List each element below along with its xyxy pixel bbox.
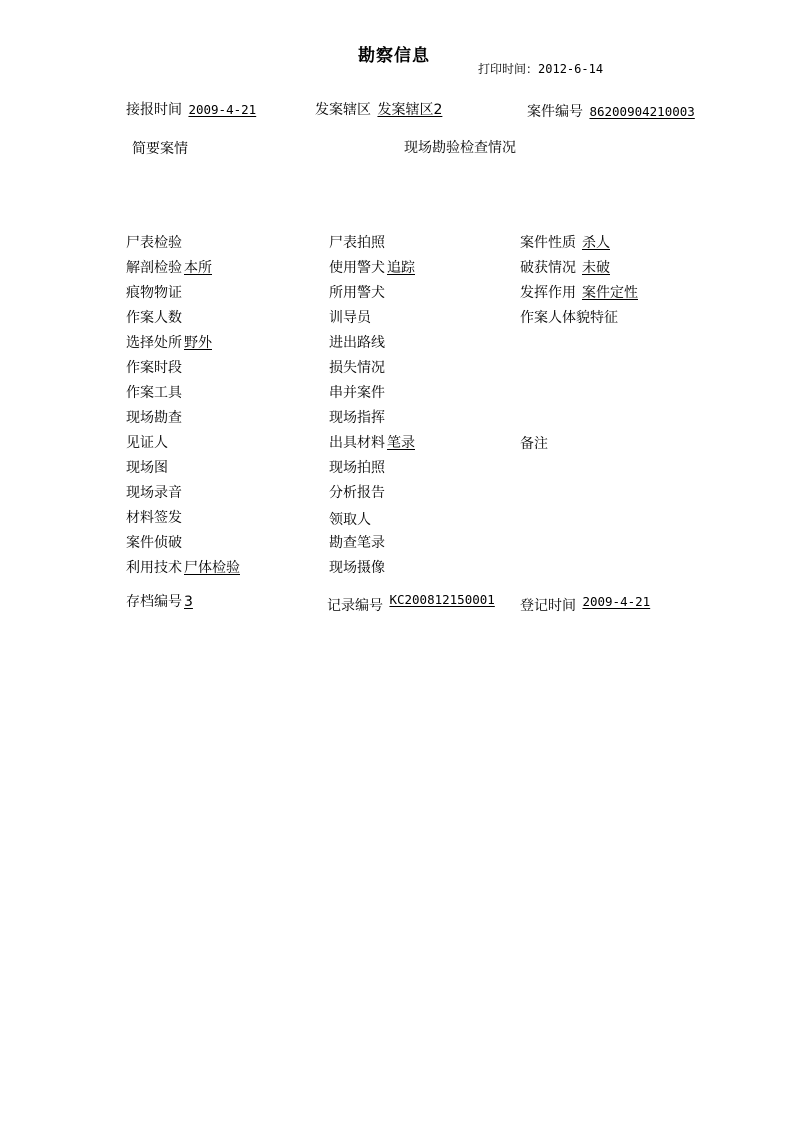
archive-no-label: 存档编号 — [126, 594, 182, 610]
field-label: 选择处所 — [126, 335, 182, 351]
case-no-value: 86200904210003 — [589, 104, 695, 119]
register-time-field — [520, 593, 650, 613]
col1-row — [126, 332, 212, 352]
case-no-field — [527, 101, 695, 121]
col2-row — [329, 557, 387, 577]
field-value: 案件定性 — [582, 285, 638, 301]
col1-row — [126, 382, 184, 402]
print-time — [478, 60, 603, 77]
record-no-field — [327, 593, 495, 613]
col2-row — [329, 509, 373, 529]
record-no-value: KC200812150001 — [389, 592, 495, 607]
archive-no-value: 3 — [184, 594, 193, 610]
col1-row — [126, 482, 184, 502]
field-label: 痕物物证 — [126, 285, 182, 301]
register-time-value: 2009-4-21 — [582, 594, 651, 609]
col2-row — [329, 482, 387, 502]
field-value: 笔录 — [387, 435, 415, 451]
col1-row — [126, 257, 212, 277]
col3-row — [520, 307, 620, 327]
col1-row — [126, 407, 184, 427]
case-no-label: 案件编号 — [527, 104, 583, 120]
col2-row — [329, 332, 387, 352]
col1-row — [126, 507, 184, 527]
field-label: 现场摄像 — [329, 560, 385, 576]
field-label: 尸表检验 — [126, 235, 182, 251]
field-label: 使用警犬 — [329, 260, 385, 276]
col1-row — [126, 557, 240, 577]
field-label: 现场勘查 — [126, 410, 182, 426]
field-label: 现场图 — [126, 460, 168, 476]
field-label: 案件性质 — [520, 235, 576, 251]
col2-row — [329, 457, 387, 477]
field-label: 出具材料 — [329, 435, 385, 451]
field-label: 作案时段 — [126, 360, 182, 376]
col1-row — [126, 432, 170, 452]
scene-heading: 现场勘验检查情况 — [404, 140, 516, 156]
print-time-value: 2012-6-14 — [538, 62, 604, 76]
col2-row — [329, 357, 387, 377]
summary-heading: 简要案情 — [132, 141, 188, 157]
field-label: 领取人 — [329, 512, 371, 528]
record-no-label: 记录编号 — [327, 598, 383, 614]
field-label: 破获情况 — [520, 260, 576, 276]
col2-row — [329, 407, 387, 427]
col1-row — [126, 232, 184, 252]
field-label: 作案工具 — [126, 385, 182, 401]
report-time-value: 2009-4-21 — [188, 102, 257, 117]
col2-row — [329, 232, 387, 252]
field-label: 现场拍照 — [329, 460, 385, 476]
district-value: 发案辖区2 — [377, 102, 443, 118]
field-label: 作案人数 — [126, 310, 182, 326]
field-value: 追踪 — [387, 260, 415, 276]
field-label: 进出路线 — [329, 335, 385, 351]
district-field — [315, 99, 442, 119]
field-label: 作案人体貌特征 — [520, 310, 618, 326]
field-label: 串并案件 — [329, 385, 385, 401]
field-value: 本所 — [184, 260, 212, 276]
field-label: 材料签发 — [126, 510, 182, 526]
field-label: 损失情况 — [329, 360, 385, 376]
field-value: 尸体检验 — [184, 560, 240, 576]
page-title: 勘察信息 — [358, 46, 430, 66]
col2-row — [329, 282, 387, 302]
col2-row — [329, 307, 373, 327]
field-label: 尸表拍照 — [329, 235, 385, 251]
col3-row — [520, 433, 550, 453]
district-label: 发案辖区 — [315, 102, 371, 118]
field-label: 案件侦破 — [126, 535, 182, 551]
register-time-label: 登记时间 — [520, 598, 576, 614]
field-label: 解剖检验 — [126, 260, 182, 276]
field-value: 野外 — [184, 335, 212, 351]
col1-row — [126, 307, 184, 327]
field-label: 发挥作用 — [520, 285, 576, 301]
field-label: 所用警犬 — [329, 285, 385, 301]
print-time-label: 打印时间： — [478, 62, 539, 76]
col2-row — [329, 382, 387, 402]
archive-no-field — [126, 591, 193, 611]
field-label: 见证人 — [126, 435, 168, 451]
col1-row — [126, 282, 184, 302]
col3-row — [520, 257, 610, 277]
field-label: 备注 — [520, 436, 548, 452]
col1-row — [126, 532, 184, 552]
col2-row — [329, 532, 387, 552]
col3-row — [520, 282, 638, 302]
field-label: 训导员 — [329, 310, 371, 326]
report-time-label: 接报时间 — [126, 102, 182, 118]
field-label: 利用技术 — [126, 560, 182, 576]
col3-row — [520, 232, 610, 252]
field-value: 杀人 — [582, 235, 610, 251]
col2-row — [329, 432, 415, 452]
field-value: 未破 — [582, 260, 610, 276]
field-label: 分析报告 — [329, 485, 385, 501]
col2-row — [329, 257, 415, 277]
field-label: 勘查笔录 — [329, 535, 385, 551]
field-label: 现场指挥 — [329, 410, 385, 426]
col1-row — [126, 457, 170, 477]
report-time-field — [126, 99, 256, 119]
col1-row — [126, 357, 184, 377]
field-label: 现场录音 — [126, 485, 182, 501]
